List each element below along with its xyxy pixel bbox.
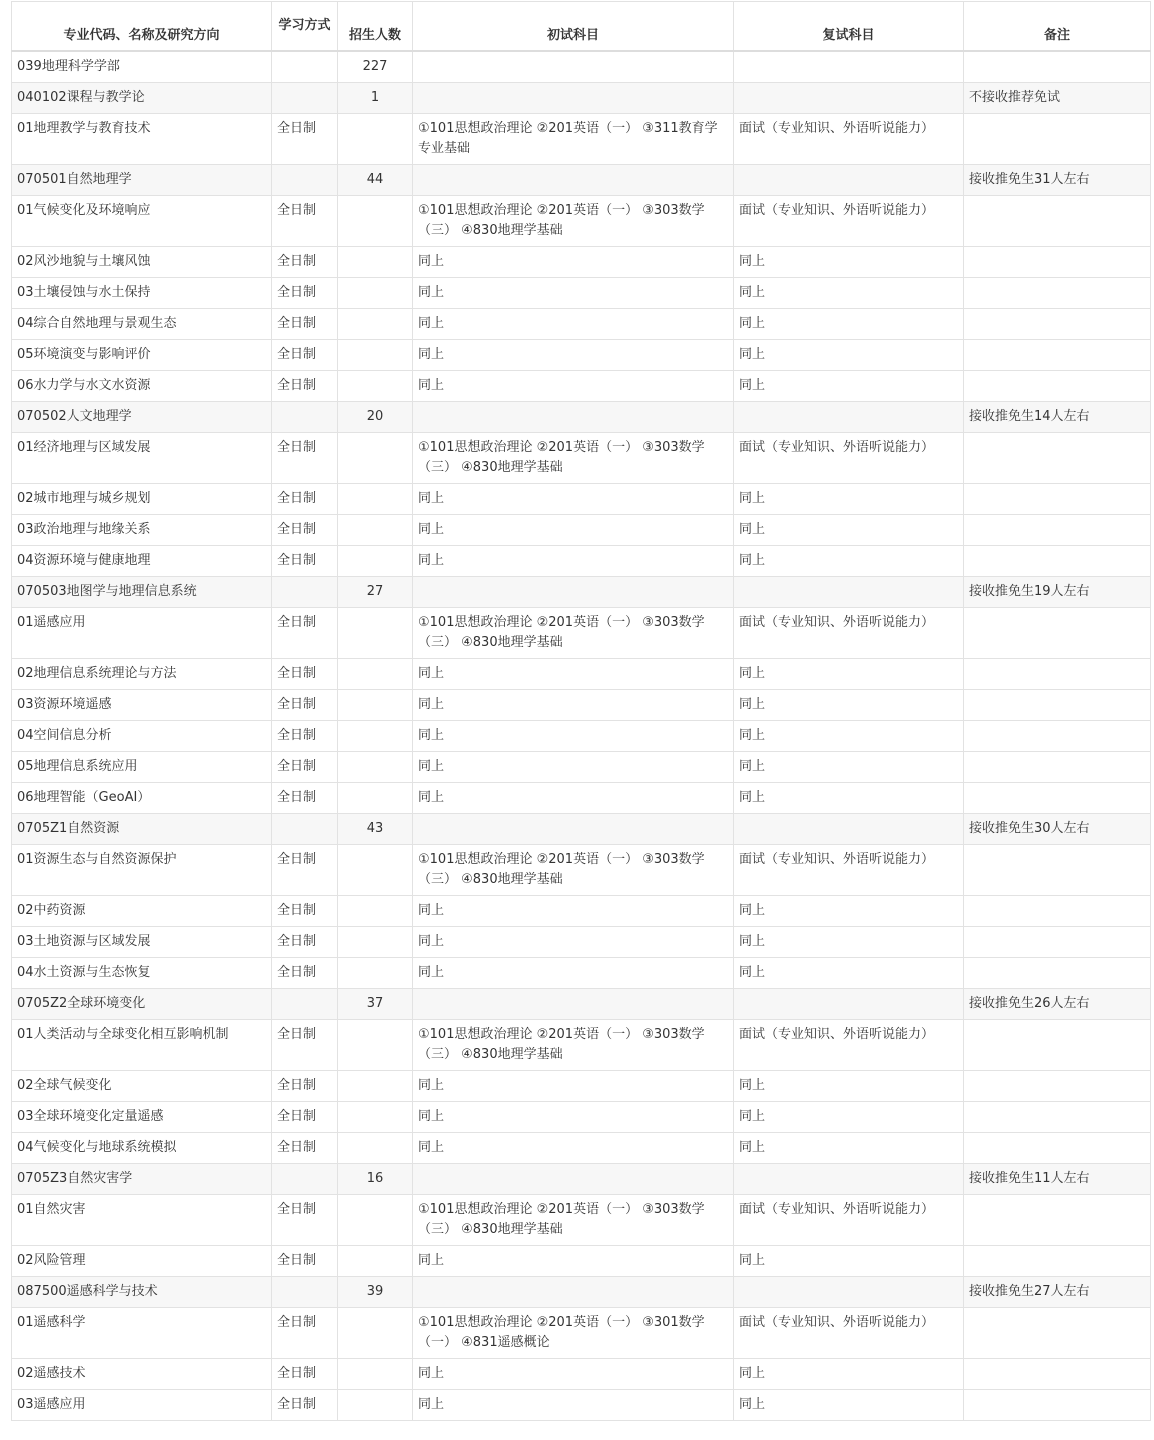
- cell-exam: [413, 814, 734, 845]
- cell-mode: 全日制: [272, 340, 338, 371]
- cell-quota: [338, 927, 413, 958]
- cell-retest: 同上: [734, 721, 964, 752]
- cell-exam: ①101思想政治理论 ②201英语（一） ③303数学（三） ④830地理学基础: [413, 845, 734, 896]
- cell-retest: 同上: [734, 690, 964, 721]
- cell-mode: [272, 1277, 338, 1308]
- cell-exam: 同上: [413, 927, 734, 958]
- direction-row: [12, 196, 1151, 247]
- direction-row: [12, 845, 1151, 896]
- cell-retest: 同上: [734, 1071, 964, 1102]
- cell-retest: 同上: [734, 247, 964, 278]
- cell-name: 0705Z1自然资源: [12, 814, 272, 845]
- major-row: [12, 814, 1151, 845]
- cell-name: 070503地图学与地理信息系统: [12, 577, 272, 608]
- cell-note: [964, 783, 1151, 814]
- cell-retest: [734, 402, 964, 433]
- cell-note: [964, 659, 1151, 690]
- cell-note: [964, 515, 1151, 546]
- cell-quota: [338, 433, 413, 484]
- cell-exam: ①101思想政治理论 ②201英语（一） ③303数学（三） ④830地理学基础: [413, 196, 734, 247]
- cell-quota: [338, 1071, 413, 1102]
- cell-name: 06地理智能（GeoAI）: [12, 783, 272, 814]
- header-retest: 复试科目: [734, 2, 964, 52]
- cell-quota: [338, 371, 413, 402]
- major-row: [12, 989, 1151, 1020]
- cell-mode: 全日制: [272, 721, 338, 752]
- cell-exam: ①101思想政治理论 ②201英语（一） ③301数学（一） ④831遥感概论: [413, 1308, 734, 1359]
- cell-exam: 同上: [413, 484, 734, 515]
- cell-note: [964, 196, 1151, 247]
- direction-row: [12, 114, 1151, 165]
- cell-quota: 16: [338, 1164, 413, 1195]
- cell-mode: 全日制: [272, 1071, 338, 1102]
- cell-quota: [338, 1195, 413, 1246]
- cell-retest: 同上: [734, 896, 964, 927]
- cell-exam: 同上: [413, 1246, 734, 1277]
- cell-retest: 同上: [734, 783, 964, 814]
- cell-mode: 全日制: [272, 958, 338, 989]
- cell-quota: [338, 278, 413, 309]
- header-quota: 招生人数: [338, 2, 413, 52]
- cell-note: [964, 309, 1151, 340]
- cell-retest: 同上: [734, 1133, 964, 1164]
- direction-row: [12, 309, 1151, 340]
- cell-name: 070501自然地理学: [12, 165, 272, 196]
- cell-note: 接收推免生14人左右: [964, 402, 1151, 433]
- cell-note: [964, 690, 1151, 721]
- cell-name: 02全球气候变化: [12, 1071, 272, 1102]
- cell-quota: [338, 721, 413, 752]
- cell-note: [964, 247, 1151, 278]
- cell-name: 04水土资源与生态恢复: [12, 958, 272, 989]
- cell-note: [964, 1102, 1151, 1133]
- cell-quota: [338, 1020, 413, 1071]
- cell-note: 接收推免生11人左右: [964, 1164, 1151, 1195]
- direction-row: [12, 721, 1151, 752]
- cell-note: [964, 1359, 1151, 1390]
- cell-mode: 全日制: [272, 690, 338, 721]
- admissions-table: [11, 1, 1151, 1421]
- cell-name: 01人类活动与全球变化相互影响机制: [12, 1020, 272, 1071]
- cell-mode: 全日制: [272, 546, 338, 577]
- cell-exam: 同上: [413, 515, 734, 546]
- cell-mode: 全日制: [272, 196, 338, 247]
- direction-row: [12, 690, 1151, 721]
- cell-exam: 同上: [413, 1133, 734, 1164]
- cell-name: 03资源环境遥感: [12, 690, 272, 721]
- cell-name: 03土壤侵蚀与水土保持: [12, 278, 272, 309]
- major-row: [12, 577, 1151, 608]
- cell-mode: [272, 402, 338, 433]
- cell-mode: 全日制: [272, 845, 338, 896]
- department-row: [12, 51, 1151, 83]
- cell-note: [964, 1308, 1151, 1359]
- cell-name: 039地理科学学部: [12, 51, 272, 83]
- cell-mode: 全日制: [272, 433, 338, 484]
- cell-name: 03全球环境变化定量遥感: [12, 1102, 272, 1133]
- cell-note: 接收推免生31人左右: [964, 165, 1151, 196]
- cell-name: 01自然灾害: [12, 1195, 272, 1246]
- cell-mode: 全日制: [272, 927, 338, 958]
- cell-retest: [734, 165, 964, 196]
- cell-retest: 面试（专业知识、外语听说能力）: [734, 845, 964, 896]
- cell-retest: 面试（专业知识、外语听说能力）: [734, 1308, 964, 1359]
- cell-note: 接收推免生26人左右: [964, 989, 1151, 1020]
- cell-exam: 同上: [413, 1359, 734, 1390]
- cell-mode: 全日制: [272, 1390, 338, 1421]
- direction-row: [12, 1359, 1151, 1390]
- cell-retest: 同上: [734, 1102, 964, 1133]
- cell-mode: 全日制: [272, 278, 338, 309]
- cell-retest: 面试（专业知识、外语听说能力）: [734, 1195, 964, 1246]
- direction-row: [12, 371, 1151, 402]
- cell-exam: 同上: [413, 896, 734, 927]
- cell-exam: 同上: [413, 1390, 734, 1421]
- cell-note: 接收推免生19人左右: [964, 577, 1151, 608]
- cell-exam: 同上: [413, 278, 734, 309]
- cell-quota: 43: [338, 814, 413, 845]
- cell-retest: [734, 577, 964, 608]
- cell-note: [964, 114, 1151, 165]
- cell-exam: 同上: [413, 1102, 734, 1133]
- cell-retest: [734, 83, 964, 114]
- cell-mode: [272, 814, 338, 845]
- cell-name: 087500遥感科学与技术: [12, 1277, 272, 1308]
- cell-mode: 全日制: [272, 1359, 338, 1390]
- cell-exam: [413, 83, 734, 114]
- cell-exam: ①101思想政治理论 ②201英语（一） ③303数学（三） ④830地理学基础: [413, 1020, 734, 1071]
- cell-quota: [338, 247, 413, 278]
- cell-retest: 同上: [734, 515, 964, 546]
- cell-note: [964, 958, 1151, 989]
- cell-name: 02中药资源: [12, 896, 272, 927]
- cell-name: 02遥感技术: [12, 1359, 272, 1390]
- cell-quota: [338, 958, 413, 989]
- cell-name: 0705Z3自然灾害学: [12, 1164, 272, 1195]
- header-note: 备注: [964, 2, 1151, 52]
- cell-quota: 44: [338, 165, 413, 196]
- cell-note: [964, 1133, 1151, 1164]
- cell-note: [964, 1071, 1151, 1102]
- direction-row: [12, 247, 1151, 278]
- cell-note: [964, 1390, 1151, 1421]
- cell-mode: [272, 83, 338, 114]
- cell-retest: 同上: [734, 371, 964, 402]
- cell-quota: [338, 608, 413, 659]
- direction-row: [12, 1020, 1151, 1071]
- header-name: 专业代码、名称及研究方向: [12, 2, 272, 52]
- cell-mode: 全日制: [272, 783, 338, 814]
- cell-name: 06水力学与水文水资源: [12, 371, 272, 402]
- cell-note: [964, 845, 1151, 896]
- cell-exam: 同上: [413, 783, 734, 814]
- direction-row: [12, 958, 1151, 989]
- cell-note: [964, 721, 1151, 752]
- cell-quota: [338, 114, 413, 165]
- cell-mode: 全日制: [272, 1020, 338, 1071]
- direction-row: [12, 783, 1151, 814]
- cell-exam: ①101思想政治理论 ②201英语（一） ③303数学（三） ④830地理学基础: [413, 433, 734, 484]
- cell-exam: 同上: [413, 752, 734, 783]
- cell-quota: [338, 340, 413, 371]
- cell-note: [964, 608, 1151, 659]
- direction-row: [12, 896, 1151, 927]
- cell-mode: 全日制: [272, 247, 338, 278]
- cell-exam: 同上: [413, 958, 734, 989]
- cell-retest: 面试（专业知识、外语听说能力）: [734, 196, 964, 247]
- header-row: [12, 2, 1151, 52]
- cell-name: 0705Z2全球环境变化: [12, 989, 272, 1020]
- cell-retest: [734, 1164, 964, 1195]
- cell-quota: [338, 515, 413, 546]
- cell-name: 02风险管理: [12, 1246, 272, 1277]
- cell-name: 01遥感科学: [12, 1308, 272, 1359]
- cell-exam: 同上: [413, 546, 734, 577]
- cell-note: [964, 1195, 1151, 1246]
- direction-row: [12, 1246, 1151, 1277]
- major-row: [12, 1164, 1151, 1195]
- cell-name: 02地理信息系统理论与方法: [12, 659, 272, 690]
- direction-row: [12, 484, 1151, 515]
- cell-quota: 39: [338, 1277, 413, 1308]
- cell-quota: 227: [338, 51, 413, 83]
- cell-mode: [272, 1164, 338, 1195]
- cell-retest: [734, 1277, 964, 1308]
- direction-row: [12, 1195, 1151, 1246]
- direction-row: [12, 278, 1151, 309]
- cell-mode: 全日制: [272, 484, 338, 515]
- direction-row: [12, 1133, 1151, 1164]
- cell-mode: 全日制: [272, 659, 338, 690]
- cell-mode: 全日制: [272, 608, 338, 659]
- cell-retest: [734, 989, 964, 1020]
- cell-exam: [413, 1277, 734, 1308]
- direction-row: [12, 927, 1151, 958]
- cell-retest: [734, 51, 964, 83]
- cell-name: 04综合自然地理与景观生态: [12, 309, 272, 340]
- cell-retest: 同上: [734, 752, 964, 783]
- direction-row: [12, 1102, 1151, 1133]
- cell-retest: 同上: [734, 278, 964, 309]
- cell-mode: 全日制: [272, 114, 338, 165]
- cell-note: 接收推免生30人左右: [964, 814, 1151, 845]
- cell-name: 01气候变化及环境响应: [12, 196, 272, 247]
- cell-mode: 全日制: [272, 1246, 338, 1277]
- cell-name: 05地理信息系统应用: [12, 752, 272, 783]
- cell-mode: [272, 51, 338, 83]
- cell-exam: [413, 577, 734, 608]
- cell-quota: [338, 196, 413, 247]
- cell-mode: 全日制: [272, 1195, 338, 1246]
- cell-mode: 全日制: [272, 371, 338, 402]
- cell-name: 01地理教学与教育技术: [12, 114, 272, 165]
- cell-retest: 同上: [734, 546, 964, 577]
- cell-note: [964, 546, 1151, 577]
- table-body: [12, 51, 1151, 1421]
- cell-mode: 全日制: [272, 515, 338, 546]
- cell-mode: 全日制: [272, 1308, 338, 1359]
- cell-exam: 同上: [413, 659, 734, 690]
- direction-row: [12, 1071, 1151, 1102]
- cell-mode: [272, 577, 338, 608]
- cell-mode: 全日制: [272, 752, 338, 783]
- cell-quota: [338, 845, 413, 896]
- cell-exam: 同上: [413, 690, 734, 721]
- cell-name: 070502人文地理学: [12, 402, 272, 433]
- cell-mode: 全日制: [272, 896, 338, 927]
- direction-row: [12, 340, 1151, 371]
- cell-note: [964, 340, 1151, 371]
- cell-quota: 37: [338, 989, 413, 1020]
- cell-mode: [272, 989, 338, 1020]
- cell-exam: [413, 165, 734, 196]
- cell-quota: [338, 1308, 413, 1359]
- cell-quota: [338, 896, 413, 927]
- cell-name: 05环境演变与影响评价: [12, 340, 272, 371]
- cell-retest: 面试（专业知识、外语听说能力）: [734, 608, 964, 659]
- cell-note: 不接收推荐免试: [964, 83, 1151, 114]
- cell-note: 接收推免生27人左右: [964, 1277, 1151, 1308]
- cell-name: 02风沙地貌与土壤风蚀: [12, 247, 272, 278]
- cell-retest: 同上: [734, 1359, 964, 1390]
- cell-name: 02城市地理与城乡规划: [12, 484, 272, 515]
- direction-row: [12, 546, 1151, 577]
- cell-name: 04空间信息分析: [12, 721, 272, 752]
- direction-row: [12, 752, 1151, 783]
- cell-name: 03土地资源与区域发展: [12, 927, 272, 958]
- cell-mode: 全日制: [272, 1133, 338, 1164]
- cell-retest: 面试（专业知识、外语听说能力）: [734, 114, 964, 165]
- cell-note: [964, 278, 1151, 309]
- direction-row: [12, 515, 1151, 546]
- cell-quota: [338, 752, 413, 783]
- cell-quota: [338, 484, 413, 515]
- cell-quota: 1: [338, 83, 413, 114]
- cell-quota: [338, 659, 413, 690]
- cell-note: [964, 927, 1151, 958]
- cell-name: 04资源环境与健康地理: [12, 546, 272, 577]
- cell-name: 040102课程与教学论: [12, 83, 272, 114]
- cell-note: [964, 484, 1151, 515]
- cell-exam: 同上: [413, 247, 734, 278]
- cell-exam: 同上: [413, 1071, 734, 1102]
- cell-exam: [413, 989, 734, 1020]
- direction-row: [12, 608, 1151, 659]
- cell-note: [964, 51, 1151, 83]
- cell-retest: [734, 814, 964, 845]
- cell-name: 03遥感应用: [12, 1390, 272, 1421]
- cell-quota: 27: [338, 577, 413, 608]
- cell-quota: [338, 1390, 413, 1421]
- cell-exam: ①101思想政治理论 ②201英语（一） ③303数学（三） ④830地理学基础: [413, 608, 734, 659]
- cell-exam: ①101思想政治理论 ②201英语（一） ③311教育学专业基础: [413, 114, 734, 165]
- cell-name: 04气候变化与地球系统模拟: [12, 1133, 272, 1164]
- table-header: [12, 2, 1151, 52]
- cell-note: [964, 752, 1151, 783]
- cell-note: [964, 433, 1151, 484]
- cell-name: 01遥感应用: [12, 608, 272, 659]
- cell-quota: [338, 1102, 413, 1133]
- major-row: [12, 1277, 1151, 1308]
- cell-quota: [338, 1359, 413, 1390]
- cell-quota: [338, 1246, 413, 1277]
- cell-note: [964, 896, 1151, 927]
- cell-note: [964, 1020, 1151, 1071]
- cell-mode: [272, 165, 338, 196]
- cell-exam: [413, 402, 734, 433]
- cell-quota: [338, 690, 413, 721]
- cell-name: 01经济地理与区域发展: [12, 433, 272, 484]
- cell-note: [964, 1246, 1151, 1277]
- cell-exam: 同上: [413, 371, 734, 402]
- cell-mode: 全日制: [272, 309, 338, 340]
- header-exam: 初试科目: [413, 2, 734, 52]
- cell-exam: ①101思想政治理论 ②201英语（一） ③303数学（三） ④830地理学基础: [413, 1195, 734, 1246]
- cell-note: [964, 371, 1151, 402]
- cell-retest: 面试（专业知识、外语听说能力）: [734, 1020, 964, 1071]
- cell-quota: [338, 309, 413, 340]
- cell-exam: 同上: [413, 721, 734, 752]
- cell-retest: 同上: [734, 659, 964, 690]
- cell-retest: 同上: [734, 1246, 964, 1277]
- cell-name: 01资源生态与自然资源保护: [12, 845, 272, 896]
- direction-row: [12, 433, 1151, 484]
- cell-quota: [338, 783, 413, 814]
- cell-exam: [413, 51, 734, 83]
- cell-quota: [338, 546, 413, 577]
- cell-retest: 同上: [734, 1390, 964, 1421]
- major-row: [12, 402, 1151, 433]
- cell-retest: 同上: [734, 484, 964, 515]
- cell-exam: 同上: [413, 340, 734, 371]
- major-row: [12, 165, 1151, 196]
- direction-row: [12, 1390, 1151, 1421]
- cell-quota: 20: [338, 402, 413, 433]
- direction-row: [12, 659, 1151, 690]
- cell-mode: 全日制: [272, 1102, 338, 1133]
- cell-quota: [338, 1133, 413, 1164]
- header-mode: 学习方式: [272, 2, 338, 52]
- cell-retest: 同上: [734, 927, 964, 958]
- cell-retest: 面试（专业知识、外语听说能力）: [734, 433, 964, 484]
- cell-exam: 同上: [413, 309, 734, 340]
- cell-exam: [413, 1164, 734, 1195]
- cell-name: 03政治地理与地缘关系: [12, 515, 272, 546]
- cell-retest: 同上: [734, 309, 964, 340]
- direction-row: [12, 1308, 1151, 1359]
- major-row: [12, 83, 1151, 114]
- cell-retest: 同上: [734, 340, 964, 371]
- cell-retest: 同上: [734, 958, 964, 989]
